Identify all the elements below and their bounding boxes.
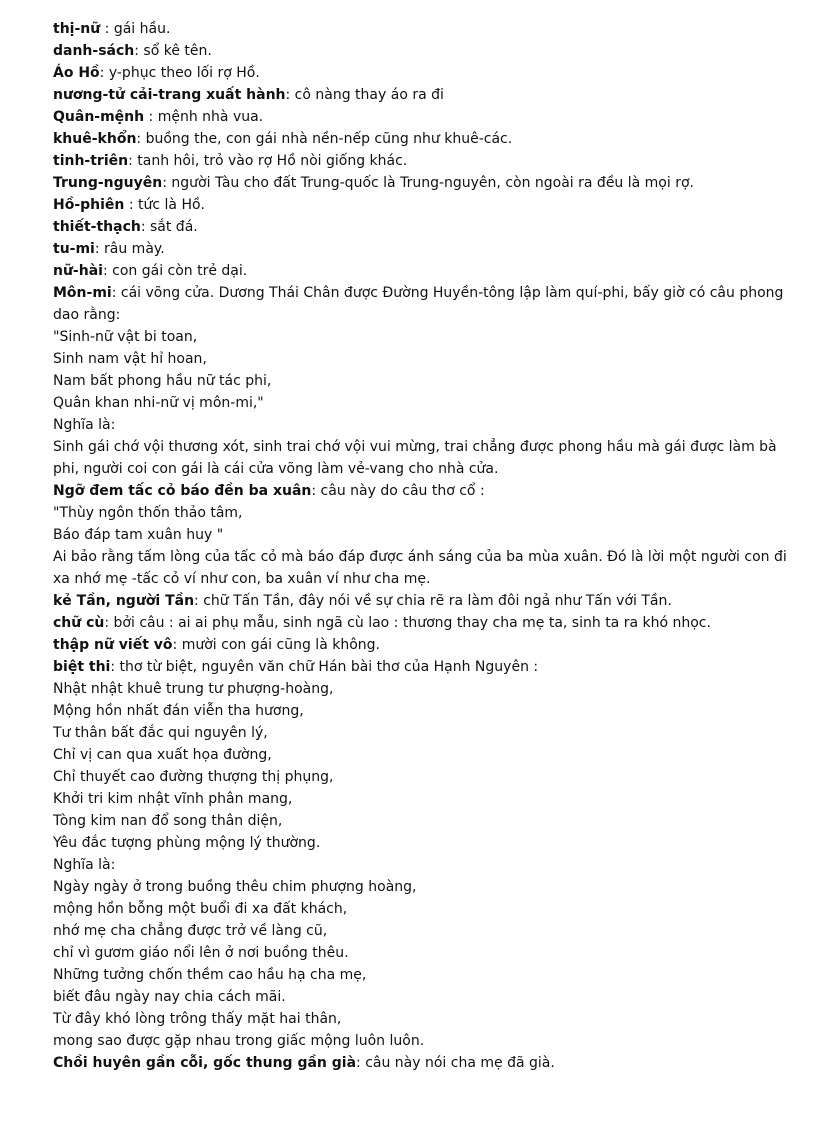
glossary-text: Những tưởng chốn thềm cao hầu hạ cha mẹ, bbox=[53, 967, 367, 983]
text-line bbox=[53, 964, 793, 986]
glossary-text: biết đâu ngày nay chia cách mãi. bbox=[53, 989, 286, 1005]
glossary-term: chữ cù bbox=[53, 615, 105, 631]
glossary-entry bbox=[53, 106, 793, 128]
glossary-term: Hồ-phiên bbox=[53, 197, 125, 213]
glossary-text: Nam bất phong hầu nữ tác phi, bbox=[53, 373, 272, 389]
text-line bbox=[53, 854, 793, 876]
glossary-text: : tức là Hồ. bbox=[124, 197, 205, 213]
glossary-entry bbox=[53, 194, 793, 216]
glossary-text: : sắt đá. bbox=[140, 219, 198, 235]
glossary-text: : cái võng cửa. Dương Thái Chân được Đường Huyền-tông lập làm quí-phi, bấy giờ có câu phong dao rằng: bbox=[53, 285, 784, 323]
text-line bbox=[53, 788, 793, 810]
glossary-term: Áo Hồ bbox=[53, 65, 100, 81]
glossary-text: Nghĩa là: bbox=[53, 417, 116, 433]
text-line bbox=[53, 502, 793, 524]
glossary-text: Sinh gái chớ vội thương xót, sinh trai chớ vội vui mừng, trai chẳng được phong hầu mà gái được làm bà phi, người coi con gái là cái cửa võng làm vẻ-vang cho nhà cửa. bbox=[53, 439, 777, 477]
glossary-text: : tanh hôi, trỏ vào rợ Hồ nòi giống khác. bbox=[128, 153, 408, 169]
glossary-term: thiết-thạch bbox=[53, 219, 141, 235]
text-line bbox=[53, 326, 793, 348]
glossary-entry bbox=[53, 172, 793, 194]
glossary-term: nương-tử cải-trang xuất hành bbox=[53, 87, 286, 103]
glossary-text: : thơ từ biệt, nguyên văn chữ Hán bài thơ của Hạnh Nguyên : bbox=[110, 659, 539, 675]
text-line bbox=[53, 920, 793, 942]
glossary-term: kẻ Tần, người Tần bbox=[53, 593, 195, 609]
glossary-entry bbox=[53, 238, 793, 260]
glossary-text: Sinh nam vật hỉ hoan, bbox=[53, 351, 207, 367]
glossary-term: Trung-nguyên bbox=[53, 175, 163, 191]
glossary-entry bbox=[53, 590, 793, 612]
glossary-text: "Thùy ngôn thốn thảo tâm, bbox=[53, 505, 243, 521]
glossary-text: : cô nàng thay áo ra đi bbox=[285, 87, 444, 103]
glossary-text: Khởi tri kim nhật vĩnh phân mang, bbox=[53, 791, 293, 807]
glossary-text: : bởi câu : ai ai phụ mẫu, sinh ngã cù lao : thương thay cha mẹ ta, sinh ta ra khó nhọc. bbox=[104, 615, 711, 631]
text-line bbox=[53, 678, 793, 700]
glossary-text: Nhật nhật khuê trung tư phượng-hoàng, bbox=[53, 681, 334, 697]
glossary-term: danh-sách bbox=[53, 43, 135, 59]
glossary-text: : người Tàu cho đất Trung-quốc là Trung-nguyên, còn ngoài ra đều là mọi rợ. bbox=[162, 175, 694, 191]
glossary-term: Ngỡ đem tấc cỏ báo đền ba xuân bbox=[53, 483, 312, 499]
text-line bbox=[53, 1008, 793, 1030]
glossary-entry bbox=[53, 1052, 793, 1074]
glossary-entry bbox=[53, 150, 793, 172]
glossary-entry bbox=[53, 612, 793, 634]
glossary-text: "Sinh-nữ vật bi toan, bbox=[53, 329, 198, 345]
text-line bbox=[53, 436, 793, 480]
glossary-term: khuê-khổn bbox=[53, 131, 137, 147]
glossary-term: thập nữ viết vô bbox=[53, 637, 173, 653]
glossary-text: : con gái còn trẻ dại. bbox=[102, 263, 248, 279]
glossary-text: : chữ Tấn Tần, đây nói về sự chia rẽ ra làm đôi ngả như Tấn với Tần. bbox=[194, 593, 672, 609]
glossary-entry bbox=[53, 62, 793, 84]
glossary-term: nữ-hài bbox=[53, 263, 103, 279]
glossary-term: tinh-triên bbox=[53, 153, 129, 169]
glossary-entry bbox=[53, 480, 793, 502]
text-line bbox=[53, 1030, 793, 1052]
glossary-text: : mệnh nhà vua. bbox=[144, 109, 264, 125]
glossary-text: : y-phục theo lối rợ Hồ. bbox=[99, 65, 260, 81]
text-line bbox=[53, 414, 793, 436]
text-line bbox=[53, 370, 793, 392]
glossary-entry bbox=[53, 656, 793, 678]
glossary-text: : râu mày. bbox=[94, 241, 165, 257]
glossary-text: : buồng the, con gái nhà nền-nếp cũng như khuê-các. bbox=[136, 131, 513, 147]
glossary-term: biệt thi bbox=[53, 659, 111, 675]
glossary-text: Chỉ thuyết cao đường thượng thị phụng, bbox=[53, 769, 334, 785]
glossary-term: tu-mi bbox=[53, 241, 95, 257]
glossary-entry bbox=[53, 84, 793, 106]
text-line bbox=[53, 986, 793, 1008]
glossary-entry bbox=[53, 40, 793, 62]
glossary-entry bbox=[53, 128, 793, 150]
text-line bbox=[53, 348, 793, 370]
text-line bbox=[53, 876, 793, 898]
glossary-text: chỉ vì gươm giáo nổi lên ở nơi buồng thêu. bbox=[53, 945, 349, 961]
glossary-text: Mộng hồn nhất đán viễn tha hương, bbox=[53, 703, 304, 719]
glossary-entry bbox=[53, 260, 793, 282]
glossary-term: Môn-mi bbox=[53, 285, 112, 301]
glossary-text: nhớ mẹ cha chẳng được trở về làng cũ, bbox=[53, 923, 328, 939]
text-line bbox=[53, 546, 793, 590]
text-line bbox=[53, 898, 793, 920]
document-page bbox=[53, 18, 793, 1074]
glossary-entry bbox=[53, 18, 793, 40]
glossary-text: Từ đây khó lòng trông thấy mặt hai thân, bbox=[53, 1011, 342, 1027]
glossary-text: : sổ kê tên. bbox=[134, 43, 212, 59]
glossary-text: Nghĩa là: bbox=[53, 857, 116, 873]
glossary-text: Tư thân bất đắc qui nguyên lý, bbox=[53, 725, 268, 741]
glossary-text: : gái hầu. bbox=[100, 21, 171, 37]
text-line bbox=[53, 722, 793, 744]
glossary-text: mong sao được gặp nhau trong giấc mộng luôn luôn. bbox=[53, 1033, 425, 1049]
glossary-text: Báo đáp tam xuân huy " bbox=[53, 527, 224, 543]
glossary-text: : câu này nói cha mẹ đã già. bbox=[356, 1055, 555, 1071]
glossary-entry bbox=[53, 282, 793, 326]
glossary-text: Quân khan nhi-nữ vị môn-mi," bbox=[53, 395, 264, 411]
glossary-text: Ngày ngày ở trong buồng thêu chim phượng hoàng, bbox=[53, 879, 417, 895]
text-line bbox=[53, 942, 793, 964]
glossary-text: Ai bảo rằng tấm lòng của tấc cỏ mà báo đáp được ánh sáng của ba mùa xuân. Đó là lời một người con đi xa nhớ mẹ -tấc cỏ ví như con, ba xuân ví như cha mẹ. bbox=[53, 549, 787, 587]
glossary-term: Quân-mệnh bbox=[53, 109, 145, 125]
text-line bbox=[53, 832, 793, 854]
text-line bbox=[53, 524, 793, 546]
glossary-text: Tòng kim nan đổ song thân diện, bbox=[53, 813, 283, 829]
text-line bbox=[53, 766, 793, 788]
glossary-term: Chồi huyên gần cỗi, gốc thung gần già bbox=[53, 1055, 357, 1071]
glossary-entry bbox=[53, 634, 793, 656]
glossary-text: : câu này do câu thơ cổ : bbox=[311, 483, 485, 499]
glossary-text: Yêu đắc tượng phùng mộng lý thường. bbox=[53, 835, 321, 851]
glossary-entry bbox=[53, 216, 793, 238]
text-line bbox=[53, 744, 793, 766]
glossary-text: : mười con gái cũng là không. bbox=[172, 637, 380, 653]
glossary-text: Chỉ vị can qua xuất họa đường, bbox=[53, 747, 272, 763]
text-line bbox=[53, 810, 793, 832]
glossary-text: mộng hồn bỗng một buổi đi xa đất khách, bbox=[53, 901, 348, 917]
text-line bbox=[53, 392, 793, 414]
text-line bbox=[53, 700, 793, 722]
glossary-term: thị-nữ bbox=[53, 21, 101, 37]
